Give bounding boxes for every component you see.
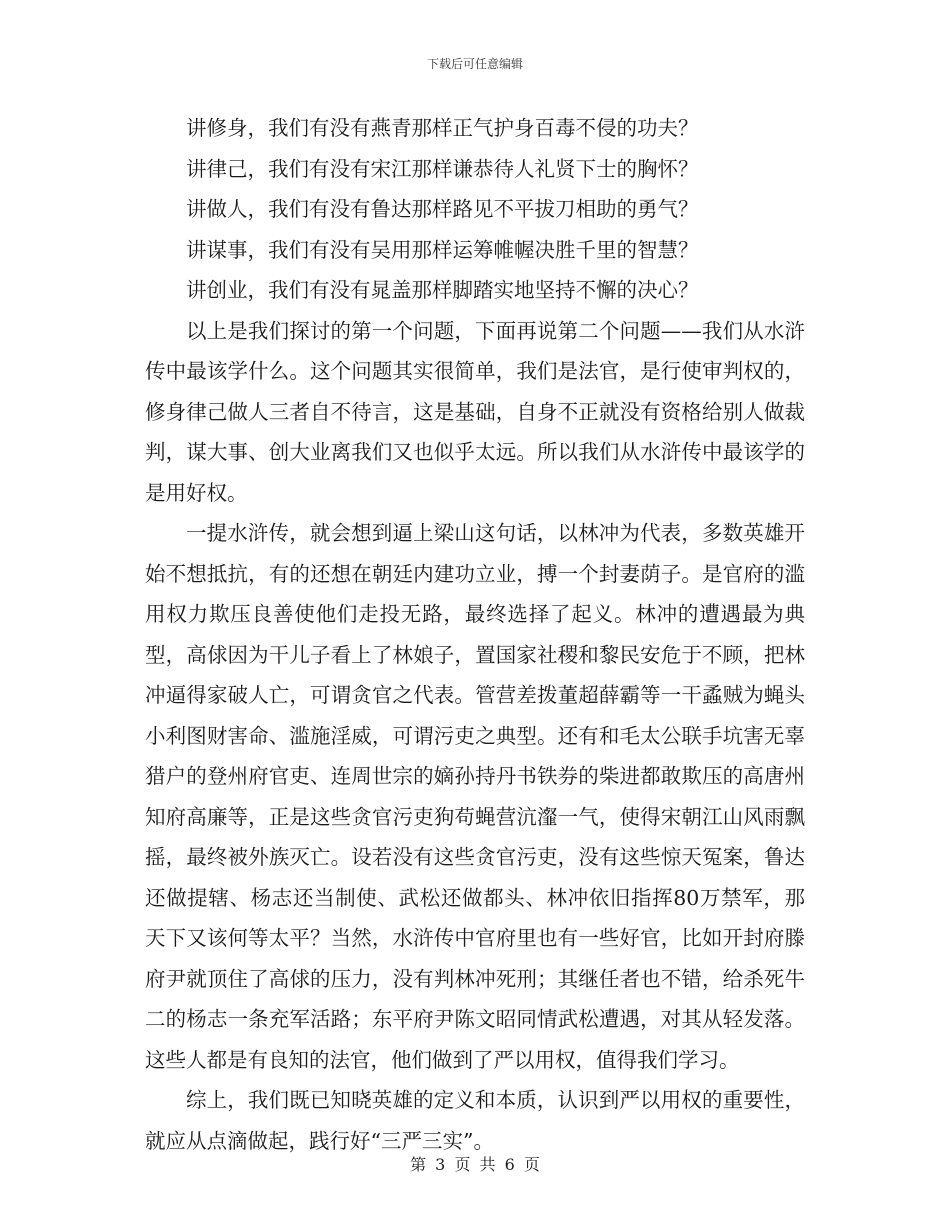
- paragraph: 讲修身，我们有没有燕青那样正气护身百毒不侵的功夫？: [186, 116, 699, 140]
- paragraph: 综上，我们既已知晓英雄的定义和本质，认识到严以用权的重要性，就应从点滴做起，践行好“三严三实”。: [145, 1088, 805, 1153]
- paragraph: 讲谋事，我们有没有吴用那样运筹帷幄决胜千里的智慧？: [186, 237, 699, 262]
- paragraph: 讲创业，我们有没有晁盖那样脚踏实地坚持不懈的决心？: [186, 278, 699, 302]
- paragraph: 以上是我们探讨的第一个问题，下面再说第二个问题——我们从水浒传中最该学什么。这个问题其实很简单，我们是法官，是行使审判权的，修身律己做人三者自不待言，这是基础，自身不正就没有资格给别人做裁判，谋大事、创大业离我们又也似乎太远。所以我们从水浒传中最该学的是用好权。: [145, 318, 805, 505]
- page-number: 第 3 页 共 6 页: [410, 1155, 540, 1174]
- paragraph: 一提水浒传，就会想到逼上梁山这句话，以林冲为代表，多数英雄开始不想抵抗，有的还想在朝廷内建功立业，搏一个封妻荫子。是官府的滥用权力欺压良善使他们走投无路，最终选择了起义。林冲的遭遇最为典型，高俅因为干儿子看上了林娘子，置国家社稷和黎民安危于不顾，把林冲逼得家破人亡，可谓贪官之代表。管营差拨董超薛霸等一干蟊贼为蝇头小利图财害命、滥施淫威，可谓污吏之典型。还有和毛太公联手坑害无辜猎户的登州府官吏、连周世宗的嫡孙持丹书铁券的柴进都敢欺压的高唐州知府高廉等，正是这些贪官污吏狗苟蝇营沆瀣一气，使得宋朝江山风雨飘摇，最终被外族灭亡。设若没有这些贪官污吏，没有这些惊天冤案，鲁达还做提辖、杨志还当制使、武松还做都头、林冲依旧指挥80万禁军，那天下又该何等太平？当然，水浒传中官府里也有一些好官，比如开封府滕府尹就顶住了高俅的压力，没有判林冲死刑；其继任者也不错，给杀死牛二的杨志一条充军活路；东平府尹陈文昭同情武松遭遇，对其从轻发落。这些人都是有良知的法官，他们做到了严以用权，值得我们学习。: [145, 521, 805, 1072]
- paragraph: 讲律己，我们有没有宋江那样谦恭待人礼贤下士的胸怀？: [186, 156, 699, 181]
- document-body: [145, 108, 805, 1161]
- paragraph: 讲做人，我们有没有鲁达那样路见不平拔刀相助的勇气？: [186, 197, 699, 221]
- page-header: 下载后可任意编辑: [426, 57, 523, 71]
